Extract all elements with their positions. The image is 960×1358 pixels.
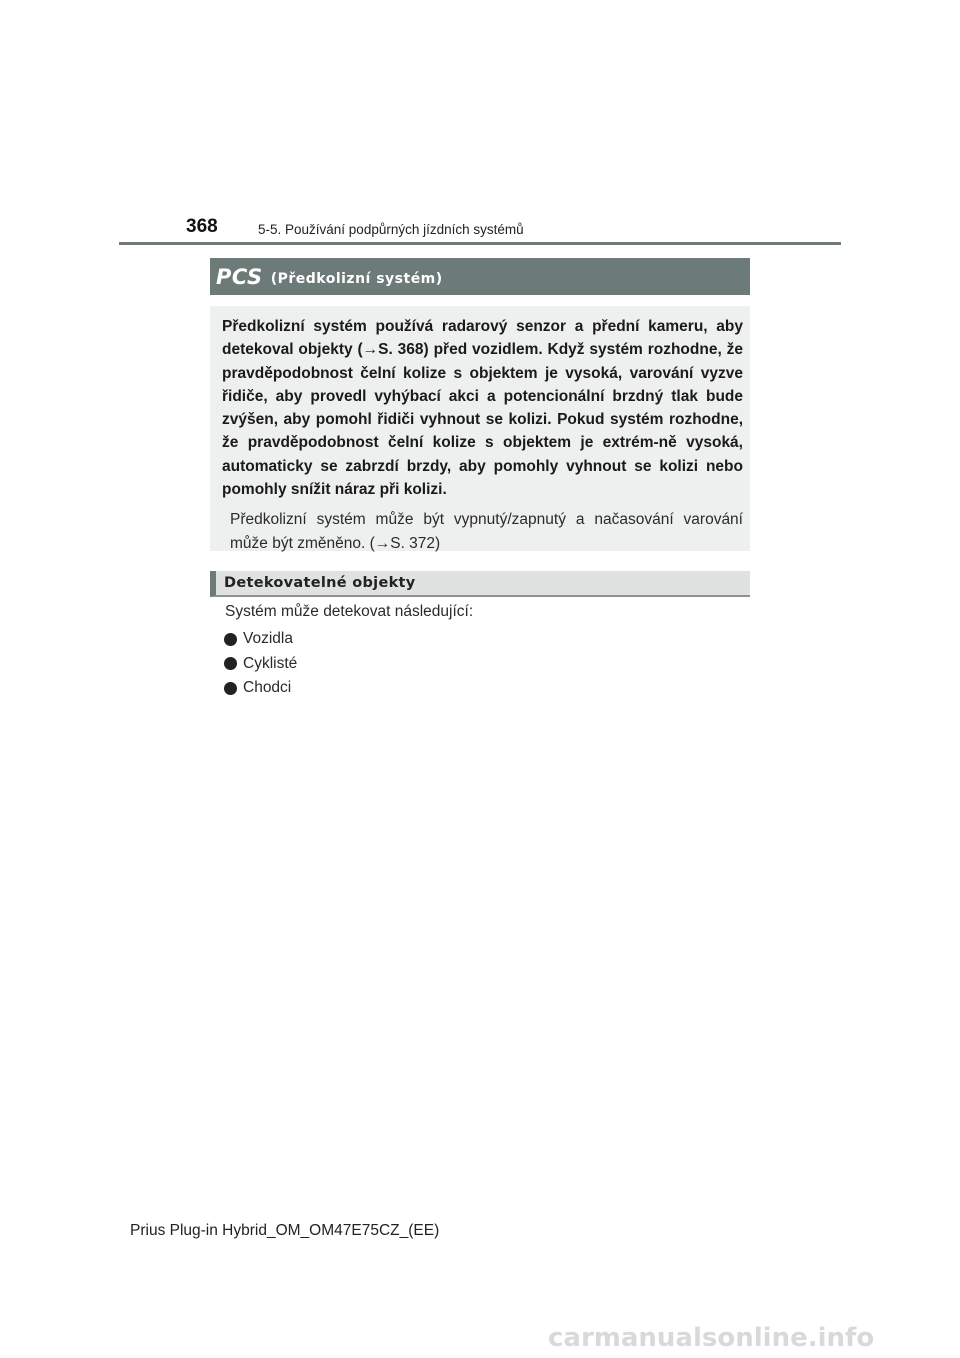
bullet-icon — [224, 657, 237, 670]
list-item-label: Chodci — [243, 679, 292, 697]
page-number: 368 — [186, 216, 218, 237]
list-item-label: Vozidla — [243, 630, 293, 648]
document-id: Prius Plug-in Hybrid_OM_OM47E75CZ_(EE) — [130, 1222, 440, 1239]
list-item-label: Cyklisté — [243, 654, 298, 672]
section-subtitle: (Předkolizní systém) — [270, 270, 443, 287]
watermark: carmanualsonline.info — [548, 1323, 875, 1353]
detectable-objects-heading — [210, 571, 750, 597]
list-item — [224, 627, 297, 652]
section-title: PCS — [216, 264, 263, 289]
list-item — [224, 676, 297, 701]
detectable-intro-text: Systém může detekovat následující: — [225, 603, 474, 620]
intro-paragraph: Předkolizní systém používá radarový senzor a přední kameru, aby detekoval objekty (→S. 368) před vozidlem. Když systém rozhodne, že pravděpodobnost čelní kolize s objektem je vysoká, varování vyzve řidiče, aby provedl vyhýbací akci a potencionální brzdný tlak bude zvýšen, aby pomohl řidiči vyhnout se kolizi. Pokud systém rozhodne, že pravděpodobnost čelní kolize s objektem je extrém-ně vysoká, automaticky se zabrzdí brzdy, aby pomohly vyhnout se kolizi nebo pomohly snížit náraz při kolizi. — [222, 318, 743, 499]
section-title-bar — [210, 258, 750, 295]
intro-note: Předkolizní systém může být vypnutý/zapnutý a načasování varování může být změněno. (→S. 372) — [230, 511, 743, 552]
detectable-objects-list — [224, 627, 297, 701]
list-item — [224, 652, 297, 677]
section-path: 5-5. Používání podpůrných jízdních systémů — [258, 222, 524, 237]
detectable-objects-heading-text: Detekovatelné objekty — [224, 575, 416, 591]
bullet-icon — [224, 682, 237, 695]
header-divider — [119, 242, 841, 245]
intro-box — [210, 306, 750, 551]
bullet-icon — [224, 633, 237, 646]
